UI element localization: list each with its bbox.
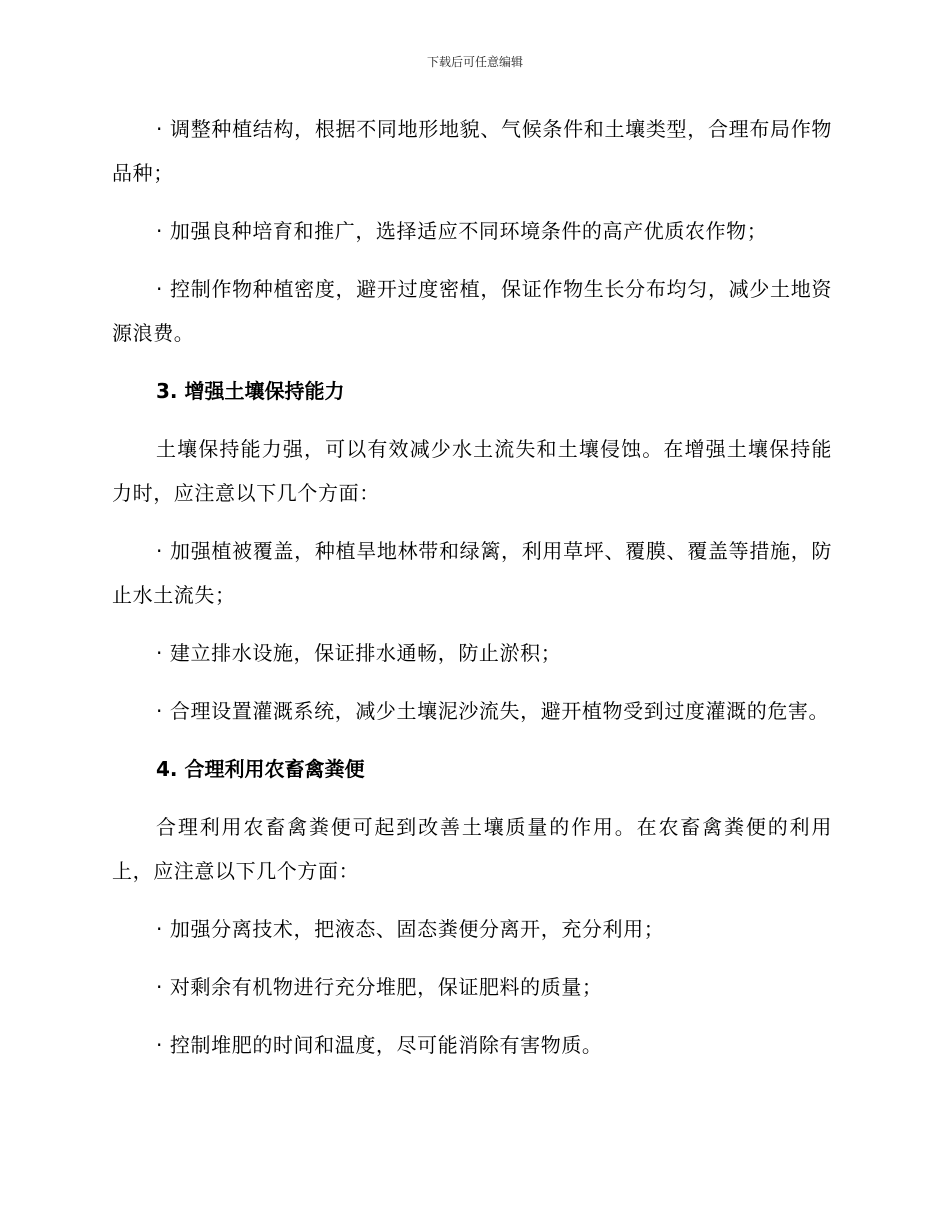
bullet-paragraph: · 建立排水设施，保证排水通畅，防止淤积； xyxy=(156,641,562,665)
section-heading: 3. 增强土壤保持能力 xyxy=(156,379,345,403)
body-paragraph: 合理利用农畜禽粪便可起到改善土壤质量的作用。在农畜禽粪便的利用上，应注意以下几个方面： xyxy=(112,815,832,883)
bullet-paragraph: · 对剩余有机物进行充分堆肥，保证肥料的质量； xyxy=(156,975,603,999)
bullet-paragraph: · 控制作物种植密度，避开过度密植，保证作物生长分布均匀，减少土地资源浪费。 xyxy=(112,277,832,345)
bullet-paragraph: · 合理设置灌溉系统，减少土壤泥沙流失，避开植物受到过度灌溉的危害。 xyxy=(156,699,830,723)
bullet-paragraph: · 控制堆肥的时间和温度，尽可能消除有害物质。 xyxy=(156,1033,603,1057)
body-paragraph: 土壤保持能力强，可以有效减少水土流失和土壤侵蚀。在增强土壤保持能力时，应注意以下几个方面： xyxy=(112,437,832,505)
bullet-paragraph: · 调整种植结构，根据不同地形地貌、气候条件和土壤类型，合理布局作物品种； xyxy=(112,117,832,185)
page-header: 下载后可任意编辑 xyxy=(426,55,523,69)
bullet-paragraph: · 加强植被覆盖，种植旱地林带和绿篱，利用草坪、覆膜、覆盖等措施，防止水土流失； xyxy=(112,539,832,607)
document-body xyxy=(112,107,832,1081)
bullet-paragraph: · 加强良种培育和推广，选择适应不同环境条件的高产优质农作物； xyxy=(156,219,768,243)
bullet-paragraph: · 加强分离技术，把液态、固态粪便分离开，充分利用； xyxy=(156,917,665,941)
section-heading: 4. 合理利用农畜禽粪便 xyxy=(156,757,365,781)
